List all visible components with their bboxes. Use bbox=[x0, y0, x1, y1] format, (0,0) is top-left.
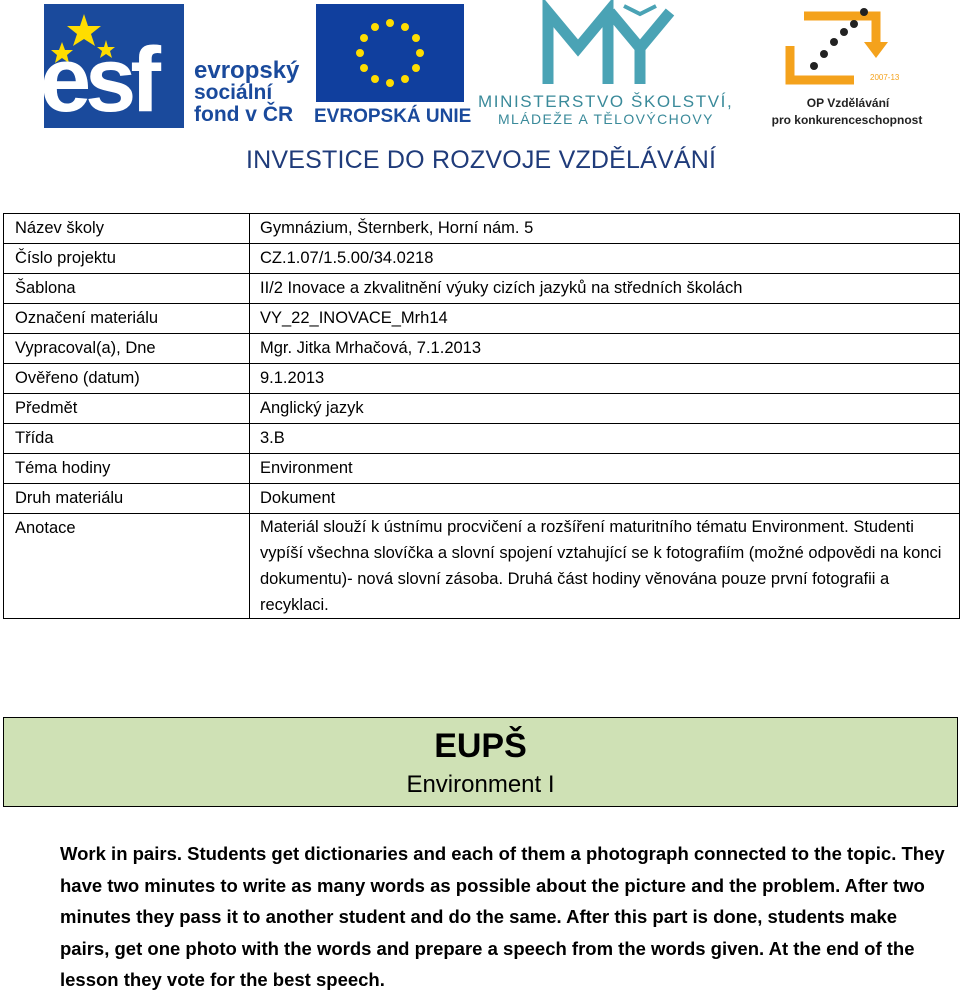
table-row bbox=[4, 244, 960, 274]
msmt-logo-icon bbox=[544, 4, 674, 88]
banner-subtitle: Environment I bbox=[406, 771, 555, 798]
table-row bbox=[4, 364, 960, 394]
row-value: Mgr. Jitka Mrhačová, 7.1.2013 bbox=[250, 334, 960, 364]
row-value: Gymnázium, Šternberk, Horní nám. 5 bbox=[250, 214, 960, 244]
row-label: Ověřeno (datum) bbox=[4, 364, 250, 394]
table-row bbox=[4, 304, 960, 334]
row-label: Téma hodiny bbox=[4, 454, 250, 484]
info-table bbox=[3, 213, 960, 619]
table-row bbox=[4, 424, 960, 454]
row-label: Název školy bbox=[4, 214, 250, 244]
row-value: II/2 Inovace a zkvalitnění výuky cizích jazyků na středních školách bbox=[250, 274, 960, 304]
row-label: Vypracoval(a), Dne bbox=[4, 334, 250, 364]
esf-logo bbox=[40, 4, 184, 131]
row-value: Materiál slouží k ústnímu procvičení a rozšíření maturitního tématu Environment. Studenti vypíší všechna slovíčka a slovní spojení vztahující se k fotografiím (možné odpovědi na konci dokumentu)- nová slovní zásoba. Druhá část hodiny věnována pouze první fotografii a recyklaci. bbox=[250, 514, 960, 619]
row-value: Environment bbox=[250, 454, 960, 484]
row-label: Třída bbox=[4, 424, 250, 454]
esf-letters: esf bbox=[40, 29, 155, 131]
title-banner bbox=[3, 717, 958, 807]
row-label: Šablona bbox=[4, 274, 250, 304]
esf-caption bbox=[194, 57, 300, 126]
row-value: 9.1.2013 bbox=[250, 364, 960, 394]
eu-flag-icon bbox=[316, 4, 464, 102]
eu-label: EVROPSKÁ UNIE bbox=[314, 106, 472, 127]
msmt-line1: MINISTERSTVO ŠKOLSTVÍ, bbox=[478, 92, 734, 111]
row-label: Číslo projektu bbox=[4, 244, 250, 274]
logo-header bbox=[0, 0, 960, 180]
msmt-line2: MLÁDEŽE A TĚLOVÝCHOVY bbox=[498, 111, 714, 127]
instructions-text: Work in pairs. Students get dictionaries and each of them a photograph connected to the topic. They have two minutes to write as many words as possible about the picture and the problem. After two minutes they pass it to another student and do the same. After this part is done, students make pairs, get one photo with the words and prepare a speech from the words given. At the end of the lesson they vote for the best speech. bbox=[60, 843, 945, 990]
table-row bbox=[4, 454, 960, 484]
table-row-annotation bbox=[4, 514, 960, 619]
op-line2: pro konkurenceschopnost bbox=[771, 113, 923, 127]
row-value: CZ.1.07/1.5.00/34.0218 bbox=[250, 244, 960, 274]
table-row bbox=[4, 274, 960, 304]
motto: INVESTICE DO ROZVOJE VZDĚLÁVÁNÍ bbox=[246, 146, 717, 174]
row-label: Anotace bbox=[4, 514, 250, 619]
row-label: Označení materiálu bbox=[4, 304, 250, 334]
table-row bbox=[4, 394, 960, 424]
row-value: 3.B bbox=[250, 424, 960, 454]
esf-line2: sociální bbox=[194, 81, 273, 104]
esf-line1: evropský bbox=[194, 57, 300, 84]
table-row bbox=[4, 484, 960, 514]
banner-title: EUPŠ bbox=[434, 727, 527, 765]
row-value: Dokument bbox=[250, 484, 960, 514]
row-label: Druh materiálu bbox=[4, 484, 250, 514]
row-value: VY_22_INOVACE_Mrh14 bbox=[250, 304, 960, 334]
row-value: Anglický jazyk bbox=[250, 394, 960, 424]
op-years: 2007-13 bbox=[870, 73, 900, 82]
op-logo-icon bbox=[784, 6, 900, 94]
op-line1: OP Vzdělávání bbox=[806, 96, 890, 110]
row-label: Předmět bbox=[4, 394, 250, 424]
table-row bbox=[4, 334, 960, 364]
esf-line3: fond v ČR bbox=[194, 103, 294, 126]
table-row bbox=[4, 214, 960, 244]
